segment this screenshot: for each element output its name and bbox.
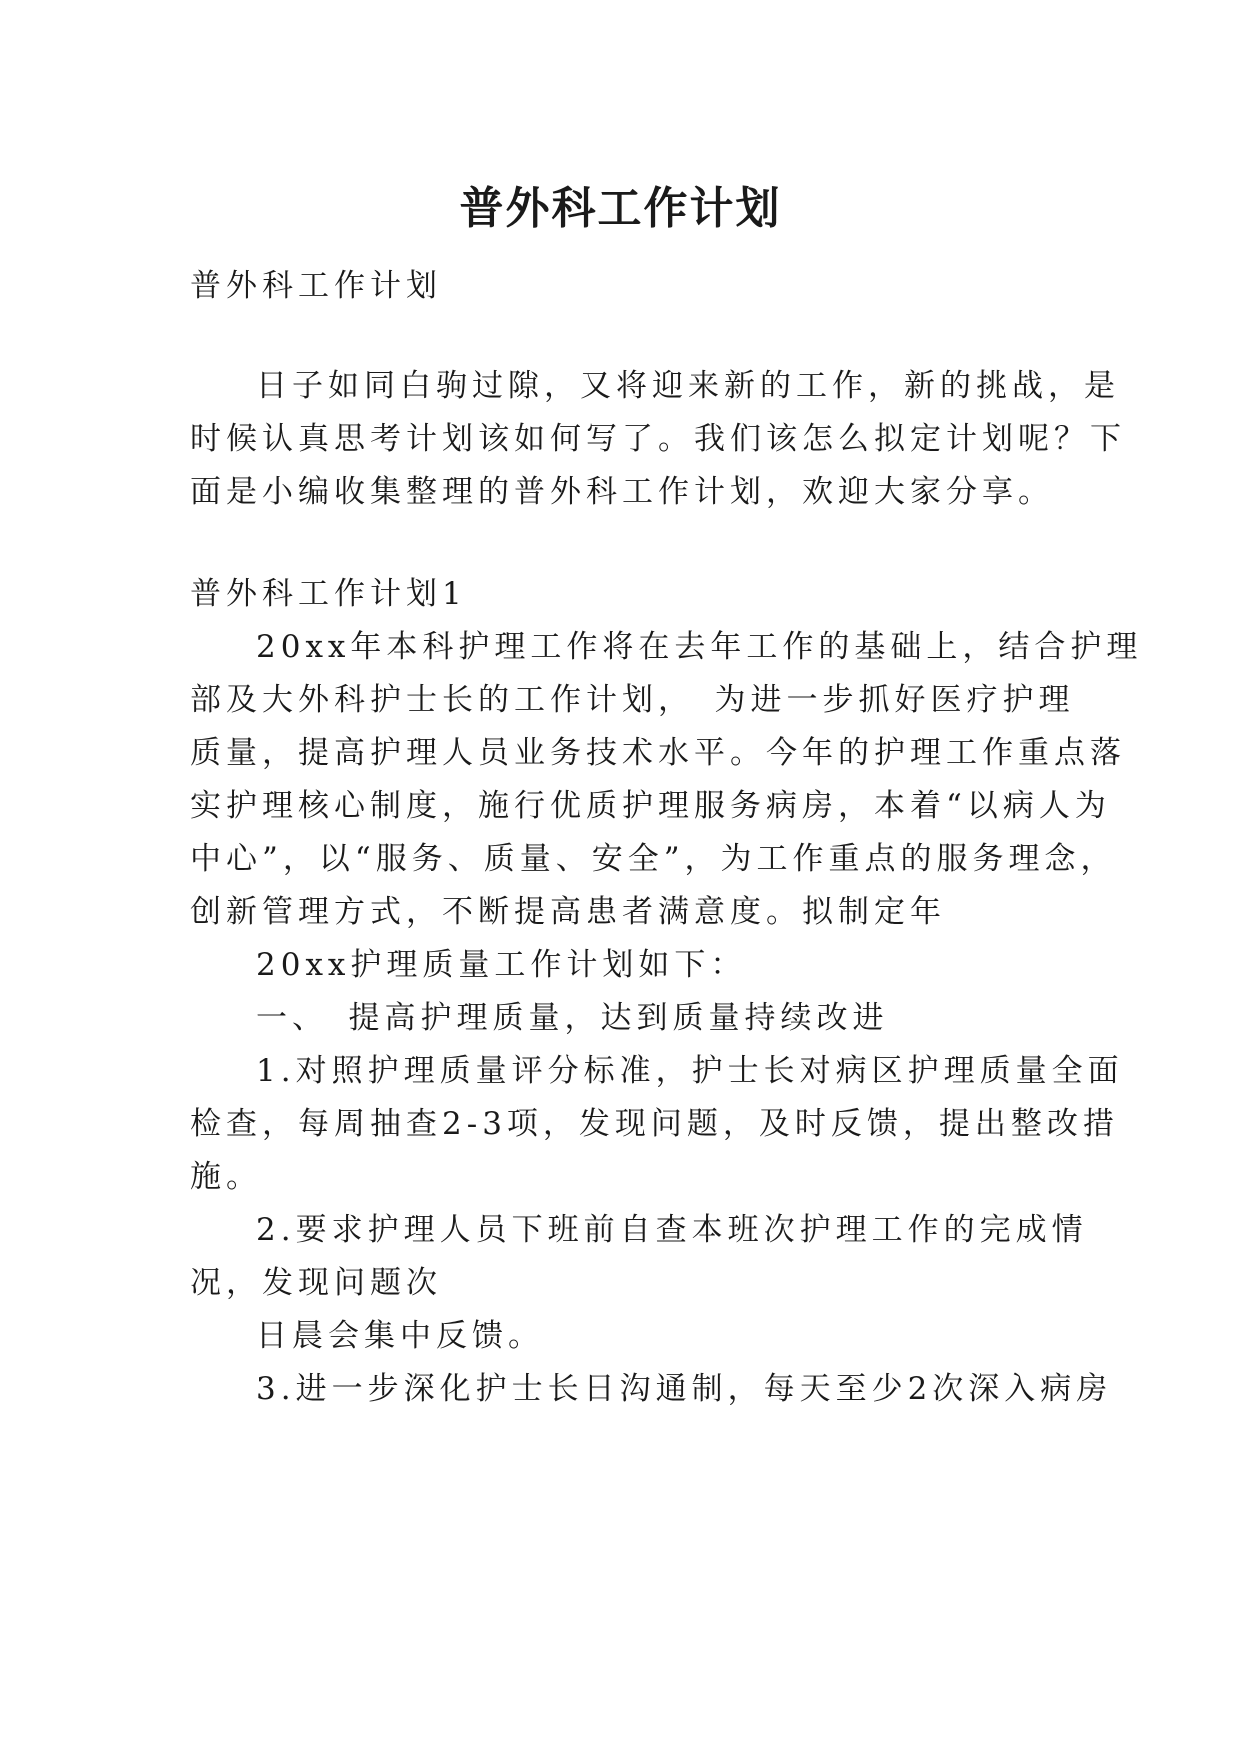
body-line-14: 日晨会集中反馈。 (256, 1318, 544, 1354)
body-line-13: 况，发现问题次 (190, 1265, 442, 1301)
body-line-4: 实护理核心制度，施行优质护理服务病房，本着“以病人为 (190, 788, 1111, 824)
section-heading: 普外科工作计划1 (190, 576, 467, 612)
body-line-2: 部及大外科护士长的工作计划， 为进一步抓好医疗护理 (190, 682, 1075, 718)
body-line-6: 创新管理方式，不断提高患者满意度。拟制定年 (190, 894, 946, 930)
intro-line-1: 日子如同白驹过隙，又将迎来新的工作，新的挑战，是 (256, 368, 1120, 404)
document-title: 普外科工作计划 (459, 183, 782, 235)
body-line-1: 20xx年本科护理工作将在去年工作的基础上，结合护理 (256, 629, 1143, 665)
body-line-7: 20xx护理质量工作计划如下： (256, 947, 747, 983)
body-line-3: 质量，提高护理人员业务技术水平。今年的护理工作重点落 (190, 735, 1126, 771)
intro-line-2: 时候认真思考计划该如何写了。我们该怎么拟定计划呢？下 (190, 421, 1126, 457)
body-line-9: 1.对照护理质量评分标准，护士长对病区护理质量全面 (256, 1053, 1124, 1089)
body-line-10: 检查，每周抽查2-3项，发现问题，及时反馈，提出整改措 (190, 1106, 1119, 1142)
body-line-8: 一、 提高护理质量，达到质量持续改进 (256, 1000, 889, 1036)
body-line-12: 2.要求护理人员下班前自查本班次护理工作的完成情 (256, 1212, 1088, 1248)
body-line-11: 施。 (190, 1159, 262, 1195)
subtitle: 普外科工作计划 (190, 268, 442, 304)
body-line-15: 3.进一步深化护士长日沟通制，每天至少2次深入病房 (256, 1371, 1113, 1407)
body-line-5: 中心”，以“服务、质量、安全”，为工作重点的服务理念， (190, 841, 1117, 877)
intro-line-3: 面是小编收集整理的普外科工作计划，欢迎大家分享。 (190, 474, 1054, 510)
